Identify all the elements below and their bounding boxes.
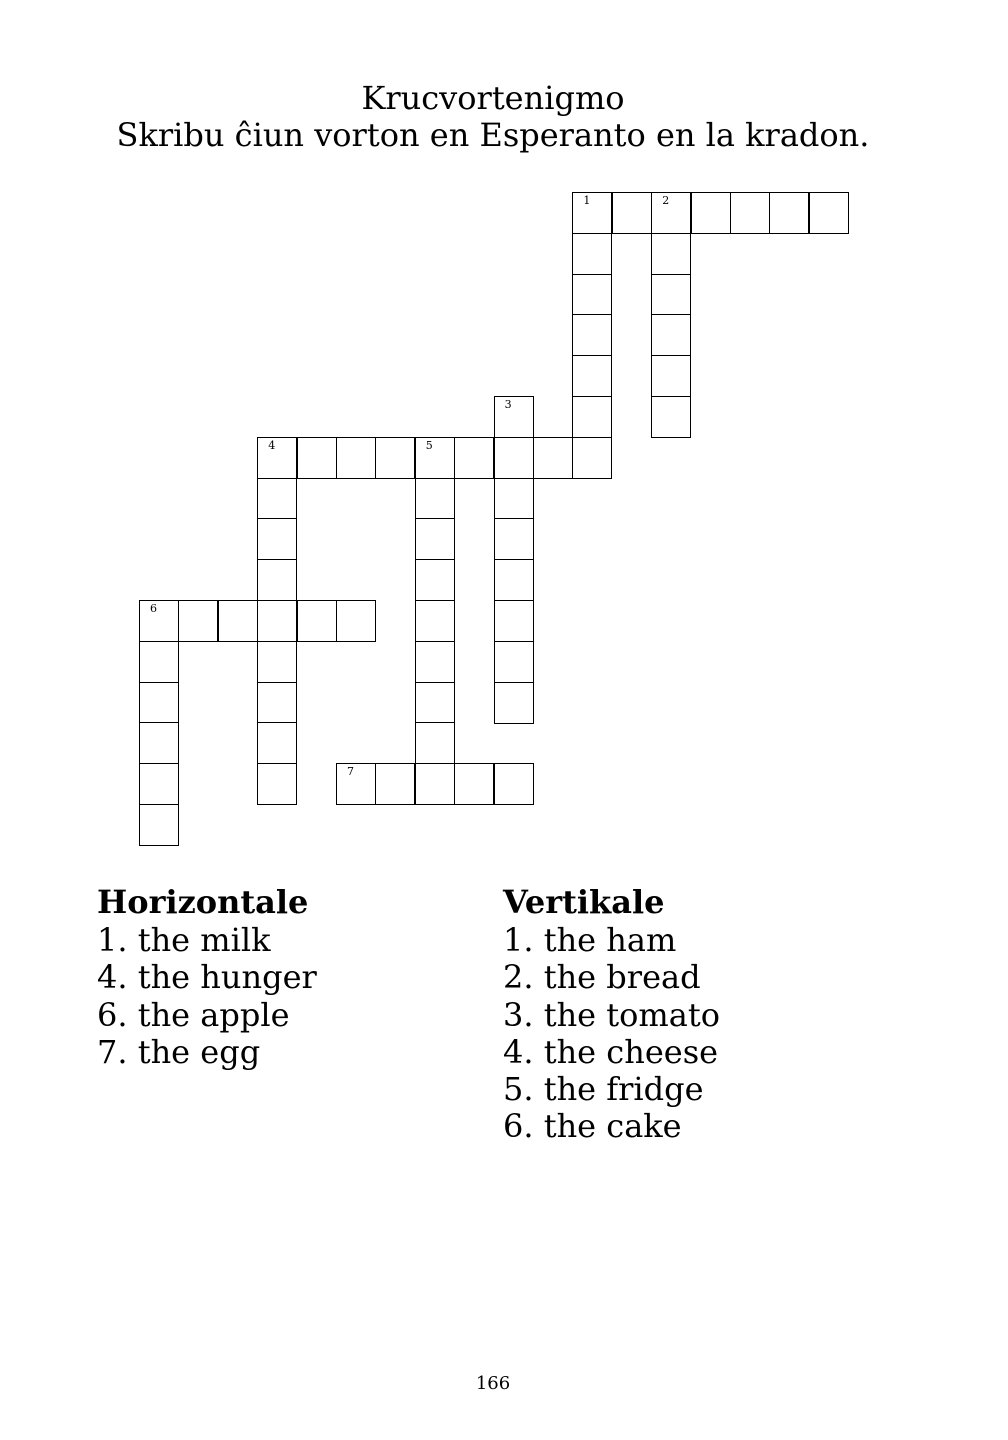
grid-cell[interactable] (257, 437, 297, 479)
grid-cell[interactable] (336, 763, 376, 805)
down-clue: 2. the bread (503, 958, 701, 997)
grid-cell[interactable] (178, 600, 218, 642)
clue-number: 3 (504, 398, 512, 411)
grid-cell[interactable] (415, 722, 455, 764)
grid-cell[interactable] (375, 763, 415, 805)
grid-cell[interactable] (336, 437, 376, 479)
grid-cell[interactable] (454, 437, 494, 479)
grid-cell[interactable] (572, 355, 612, 397)
grid-cell[interactable] (494, 559, 534, 601)
grid-cell[interactable] (415, 682, 455, 724)
grid-cell[interactable] (572, 437, 612, 479)
instructions: Skribu ĉiun vorton en Esperanto en la kradon. (116, 116, 870, 154)
down-heading: Vertikale (503, 883, 665, 921)
grid-cell[interactable] (257, 559, 297, 601)
across-clue: 4. the hunger (97, 958, 317, 997)
grid-cell[interactable] (612, 192, 652, 234)
grid-cell[interactable] (572, 396, 612, 438)
grid-cell[interactable] (415, 763, 455, 805)
grid-cell[interactable] (494, 518, 534, 560)
grid-cell[interactable] (375, 437, 415, 479)
grid-cell[interactable] (139, 682, 179, 724)
grid-cell[interactable] (494, 641, 534, 683)
down-clue: 5. the fridge (503, 1070, 704, 1109)
grid-cell[interactable] (769, 192, 809, 234)
grid-cell[interactable] (651, 355, 691, 397)
down-clue: 6. the cake (503, 1107, 682, 1146)
across-clue: 6. the apple (97, 995, 290, 1034)
clue-number: 1 (583, 194, 591, 207)
grid-cell[interactable] (415, 478, 455, 520)
grid-cell[interactable] (494, 478, 534, 520)
grid-cell[interactable] (297, 437, 337, 479)
across-clues (97, 882, 317, 1071)
clue-number: 5 (425, 438, 433, 452)
grid-cell[interactable] (651, 192, 691, 234)
grid-cell[interactable] (454, 763, 494, 805)
down-clue: 1. the ham (503, 921, 677, 959)
grid-cell[interactable] (139, 722, 179, 764)
grid-cell[interactable] (651, 233, 691, 275)
grid-cell[interactable] (494, 396, 534, 438)
grid-cell[interactable] (297, 600, 337, 642)
grid-cell[interactable] (139, 763, 179, 805)
down-clue: 4. the cheese (503, 1032, 719, 1071)
grid-cell[interactable] (415, 600, 455, 642)
grid-cell[interactable] (494, 682, 534, 724)
grid-cell[interactable] (494, 437, 534, 479)
grid-cell[interactable] (651, 396, 691, 438)
grid-cell[interactable] (494, 763, 534, 805)
page-number: 166 (475, 1373, 511, 1394)
grid-cell[interactable] (730, 192, 770, 234)
page-title: Krucvortenigmo (361, 79, 625, 117)
grid-cell[interactable] (572, 233, 612, 275)
grid-cell[interactable] (257, 682, 297, 724)
grid-cell[interactable] (651, 314, 691, 356)
grid-cell[interactable] (139, 641, 179, 683)
grid-cell[interactable] (139, 600, 179, 642)
grid-cell[interactable] (572, 274, 612, 316)
across-clue: 7. the egg (97, 1032, 261, 1071)
clue-number: 2 (662, 194, 670, 207)
clue-number: 6 (150, 602, 157, 615)
grid-cell[interactable] (257, 722, 297, 764)
grid-cell[interactable] (651, 274, 691, 316)
grid-cell[interactable] (218, 600, 258, 642)
across-heading: Horizontale (97, 883, 309, 921)
clue-number: 4 (268, 438, 276, 452)
grid-cell[interactable] (415, 437, 455, 479)
grid-cell[interactable] (257, 518, 297, 560)
grid-cell[interactable] (415, 641, 455, 683)
grid-cell[interactable] (691, 192, 731, 234)
grid-cell[interactable] (572, 314, 612, 356)
grid-cell[interactable] (572, 192, 612, 234)
grid-cell[interactable] (494, 600, 534, 642)
grid-cell[interactable] (257, 478, 297, 520)
grid-cell[interactable] (257, 763, 297, 805)
grid-cell[interactable] (257, 641, 297, 683)
down-clue: 3. the tomato (503, 995, 720, 1034)
grid-cell[interactable] (415, 518, 455, 560)
grid-cell[interactable] (336, 600, 376, 642)
down-clues (503, 882, 720, 1146)
across-clue: 1. the milk (97, 921, 271, 959)
grid-cell[interactable] (257, 600, 297, 642)
grid-cell[interactable] (533, 437, 573, 479)
grid-cell[interactable] (139, 804, 179, 846)
grid-cell[interactable] (415, 559, 455, 601)
grid-cell[interactable] (809, 192, 849, 234)
clue-number: 7 (347, 765, 354, 779)
